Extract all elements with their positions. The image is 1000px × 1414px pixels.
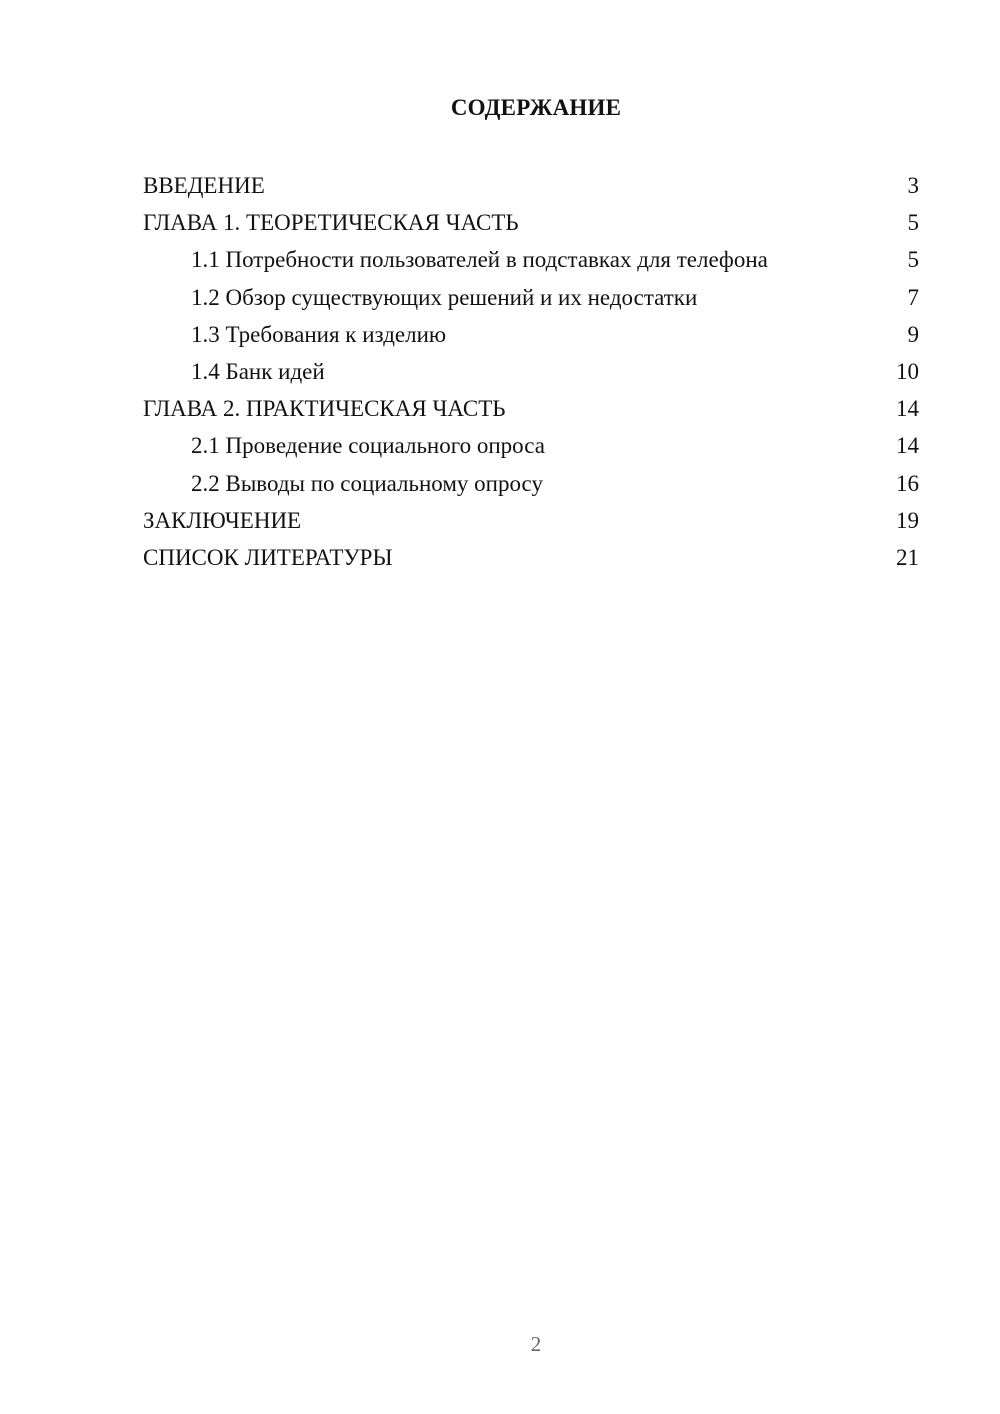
toc-subentry-label: 2.2 Выводы по социальному опросу — [191, 470, 543, 496]
toc-subentry — [143, 353, 919, 390]
page-number: 2 — [530, 1332, 542, 1356]
toc-entry-page: 3 — [907, 173, 919, 198]
toc-subentry-page: 5 — [907, 247, 919, 273]
toc-subentry — [143, 241, 919, 278]
toc-entry — [143, 167, 919, 204]
toc-subentry-label: 2.1 Проведение социального опроса — [191, 433, 545, 459]
toc-entry-label: СПИСОК ЛИТЕРАТУРЫ — [143, 544, 393, 570]
toc-subentry — [143, 465, 919, 502]
toc-entry-page: 5 — [907, 210, 919, 236]
toc-subentry-page: 9 — [907, 321, 919, 347]
toc-entry-page: 19 — [896, 507, 919, 533]
toc-subentry-label: 1.3 Требования к изделию — [191, 321, 447, 347]
toc-subentry — [143, 279, 919, 316]
toc-entry-label: ЗАКЛЮЧЕНИЕ — [143, 507, 302, 533]
toc-entry-page: 14 — [896, 396, 919, 422]
table-of-contents — [143, 167, 919, 576]
toc-entry — [143, 539, 919, 576]
toc-subentry-page: 7 — [907, 284, 919, 310]
toc-entry — [143, 204, 919, 241]
toc-entry-page: 21 — [896, 544, 919, 570]
toc-entry-label: ВВЕДЕНИЕ — [143, 173, 265, 198]
toc-entry-label: ГЛАВА 2. ПРАКТИЧЕСКАЯ ЧАСТЬ — [143, 396, 506, 422]
toc-subentry-page: 10 — [896, 358, 919, 384]
toc-entry — [143, 390, 919, 427]
toc-subentry-label: 1.1 Потребности пользователей в подставках для телефона — [191, 247, 768, 273]
toc-subentry — [143, 427, 919, 464]
toc-title: СОДЕРЖАНИЕ — [450, 95, 622, 120]
toc-subentry-page: 16 — [896, 470, 919, 496]
toc-entry-label: ГЛАВА 1. ТЕОРЕТИЧЕСКАЯ ЧАСТЬ — [143, 210, 519, 236]
toc-entry — [143, 502, 919, 539]
toc-subentry — [143, 316, 919, 353]
toc-subentry-label: 1.4 Банк идей — [191, 358, 325, 384]
toc-subentry-label: 1.2 Обзор существующих решений и их недостатки — [191, 284, 698, 310]
toc-subentry-page: 14 — [896, 433, 919, 459]
